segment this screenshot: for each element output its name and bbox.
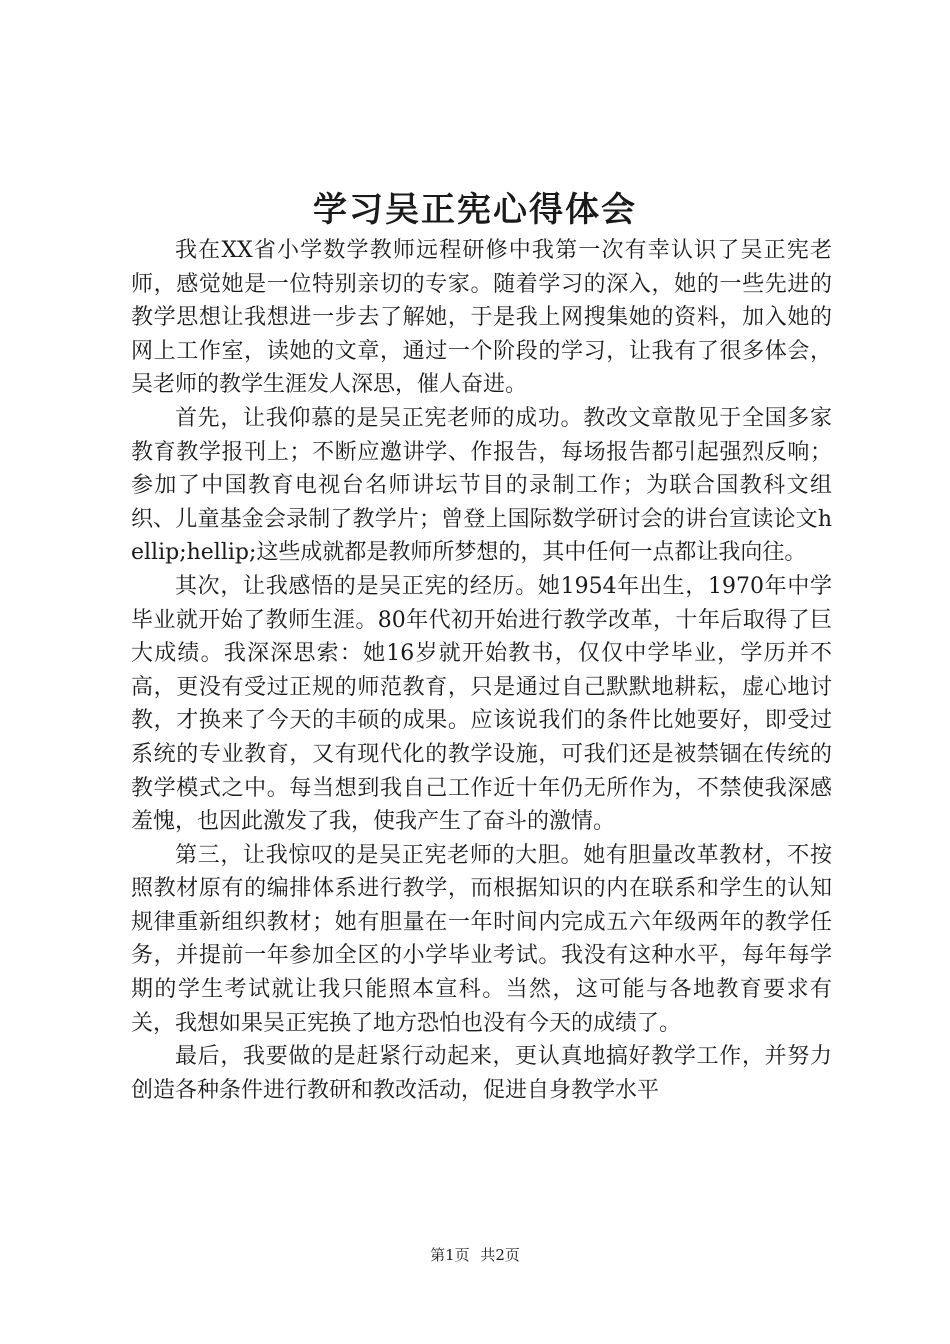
paragraph-second: 其次，让我感悟的是吴正宪的经历。她1954年出生，1970年中学毕业就开始了教师生涯。80年代初开始进行教学改革，十年后取得了巨大成绩。我深深思索：她16岁就开始教书，仅仅中学毕业，学历并不高，更没有受过正规的师范教育，只是通过自己默默地耕耘，虚心地讨教，才换来了今天的丰硕的成果。应该说我们的条件比她要好，即受过系统的专业教育，又有现代化的教学设施，可我们还是被禁锢在传统的教学模式之中。每当想到我自己工作近十年仍无所作为，不禁使我深感羞愧，也因此激发了我，使我产生了奋斗的激情。 [131,573,832,835]
paragraph-intro: 我在XX省小学数学教师远程研修中我第一次有幸认识了吴正宪老师，感觉她是一位特别亲切的专家。随着学习的深入，她的一些先进的教学思想让我想进一步去了解她，于是我上网搜集她的资料，加入她的网上工作室，读她的文章，通过一个阶段的学习，让我有了很多体会，吴老师的教学生涯发人深思，催人奋进。 [131,238,832,398]
page-footer [0,1245,950,1265]
paragraph-third: 第三，让我惊叹的是吴正宪老师的大胆。她有胆量改革教材，不按照教材原有的编排体系进行教学，而根据知识的内在联系和学生的认知规律重新组织教材；她有胆量在一年时间内完成五六年级两年的教学任务，并提前一年参加全区的小学毕业考试。我没有这种水平，每年每学期的学生考试就让我只能照本宣科。当然，这可能与各地教育要求有关，我想如果吴正宪换了地方恐怕也没有今天的成绩了。 [131,842,832,1036]
page-number-current: 第1页 [430,1246,470,1264]
document-title: 学习吴正宪心得体会 [313,190,637,230]
document-body [131,234,832,1107]
paragraph-last: 最后，我要做的是赶紧行动起来，更认真地搞好教学工作，并努力创造各种条件进行教研和教改活动，促进自身教学水平 [131,1044,832,1103]
paragraph-first: 首先，让我仰慕的是吴正宪老师的成功。教改文章散见于全国多家教育教学报刊上；不断应邀讲学、作报告，每场报告都引起强烈反响；参加了中国教育电视台名师讲坛节目的录制工作；为联合国教科文组织、儿童基金会录制了教学片；曾登上国际数学研讨会的讲台宣读论文hellip;hellip;这些成就都是教师所梦想的，其中任何一点都让我向往。 [131,405,832,566]
page-number-total: 共2页 [480,1246,520,1264]
